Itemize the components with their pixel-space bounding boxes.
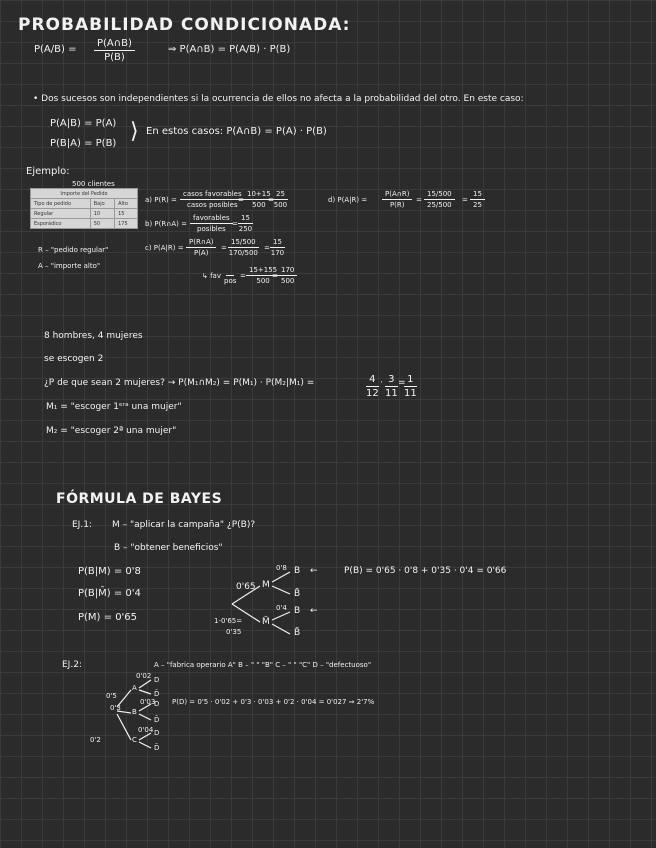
part-c-eq-2: = [264, 244, 270, 252]
brace-icon: ⟩ [130, 119, 139, 144]
table-row: Tipo de pedido Bajo Alto [31, 199, 138, 209]
part-c-frac-2: $\frac{15/500}{170/500}$ [228, 238, 258, 257]
part-c2-label: ↳ fav [202, 272, 221, 280]
formula-rhs: ⇒ P(A∩B) = P(A/B) · P(B) [168, 44, 291, 55]
part-d-eq-2: = [462, 196, 468, 204]
tree-prob-065: 0'65 [236, 582, 256, 592]
ex2-line-1: 8 hombres, 4 mujeres [44, 331, 143, 341]
def-a: A – "importe alto" [38, 262, 101, 270]
tree-prob-08: 0'8 [276, 564, 287, 572]
tree2-node-dbar-2: D̄ [154, 716, 160, 724]
table-row: Regular 10 15 [31, 209, 138, 219]
tree2-prob-002: 0'02 [136, 672, 152, 680]
ex2-frac-1: $\frac{4}{12}$ [366, 374, 379, 399]
tree2-node-a: A [132, 684, 137, 692]
part-a-eq: = [238, 196, 244, 204]
ex2-m1: M₁ = "escoger 1ᵉʳᵃ una mujer" [46, 402, 182, 412]
part-a-frac-2: $\frac{10+15}{500}$ [244, 190, 274, 209]
part-b-eq: = [232, 220, 238, 228]
tree2-node-b: B [132, 708, 137, 716]
ej1-label: EJ.1: [72, 520, 92, 530]
table-caption: 500 clientes [72, 180, 115, 188]
indep-line-2: P(B|A) = P(B) [50, 138, 117, 149]
independence-note: • Dos sucesos son independientes si la ocurrencia de ellos no afecta a la probabilidad del otro. En este caso: [33, 94, 524, 104]
part-d-label: d) P(A|R) = [328, 196, 368, 204]
indep-conclusion: En estos casos: P(A∩B) = P(A) · P(B) [146, 126, 327, 137]
formula-numerator: P(A∩B) [94, 38, 135, 51]
tree2-prob-03: 0'3 [110, 704, 121, 712]
ex2-frac-2: $\frac{3}{11}$ [385, 374, 398, 399]
indep-line-1: P(A|B) = P(A) [50, 118, 117, 129]
ex2-dot: · [380, 378, 383, 388]
part-c-frac-3: $\frac{15}{170}$ [270, 238, 285, 257]
tree-arrow-2: ← [310, 606, 318, 616]
table-row: Esporádico 50 175 [31, 219, 138, 229]
part-c-eq: = [221, 244, 227, 252]
part-d-frac-3: $\frac{15}{25}$ [470, 190, 485, 209]
part-c2-eq-2: = [272, 272, 278, 280]
tree2-prob-05: 0'5 [106, 692, 117, 700]
tree-node-bbar-2: B̄ [294, 628, 301, 638]
part-c2-eq: = [240, 272, 246, 280]
tree-node-mbar: M̄ [262, 617, 270, 627]
formula-lhs: P(A/B) = [34, 44, 77, 55]
part-d-eq: = [416, 196, 422, 204]
part-c2-frac-1: pos [224, 266, 236, 285]
ex2-m2: M₂ = "escoger 2ª una mujer" [46, 426, 177, 436]
pd-result: P(D) = 0'5 · 0'02 + 0'3 · 0'03 + 0'2 · 0'04 = 0'027 ⇒ 2'7% [172, 698, 375, 706]
tree-prob-1minus: 1-0'65= [214, 617, 243, 625]
tree2-node-dbar-1: D̄ [154, 690, 160, 698]
table-subcaption: Importe del Pedido [31, 189, 138, 199]
tree2-node-dbar-3: D̄ [154, 744, 160, 752]
ex2-frac-3: $\frac{1}{11}$ [404, 374, 417, 399]
pb-result: P(B) = 0'65 · 0'8 + 0'35 · 0'4 = 0'66 [344, 566, 507, 576]
tree-node-m: M [262, 580, 270, 590]
ej1-p1: P(B|M) = 0'8 [78, 566, 141, 577]
formula-denominator: P(B) [104, 52, 125, 63]
tree2-node-d-2: D [154, 700, 160, 708]
tree-arrow-1: ← [310, 566, 318, 576]
tree-prob-035: 0'35 [226, 628, 242, 636]
part-c-label: c) P(A|R) = [145, 244, 184, 252]
bayes-title: FÓRMULA DE BAYES [56, 491, 223, 507]
part-a-frac-3: $\frac{25}{500}$ [273, 190, 288, 209]
ej2-defs: A – "fabrica operario A" B – " " "B" C – " " "C" D – "defectuoso" [154, 661, 372, 669]
part-b-label: b) P(R∩A) = [145, 220, 187, 228]
part-a-eq-2: = [268, 196, 274, 204]
ej2-label: EJ.2: [62, 660, 82, 670]
tree2-prob-004: 0'04 [138, 726, 154, 734]
part-c-frac-1: $\frac{P(R\cap A)}{P(A)}$ [186, 238, 216, 257]
tree-node-b-1: B [294, 566, 301, 576]
ex2-line-2: se escogen 2 [44, 354, 104, 364]
ex2-eq: = [398, 378, 406, 388]
part-a-label: a) P(R) = [145, 196, 177, 204]
example-label: Ejemplo: [26, 166, 70, 177]
ej1-b: B – "obtener beneficios" [114, 543, 223, 553]
tree2-node-d-3: D [154, 729, 160, 737]
part-b-frac-1: favorables posibles [190, 214, 233, 233]
def-r: R – "pedido regular" [38, 246, 109, 254]
tree2-prob-003: 0'03 [140, 698, 156, 706]
part-c2-frac-2: $\frac{15+155}{500}$ [246, 266, 280, 285]
tree2-prob-02: 0'2 [90, 736, 101, 744]
part-d-frac-1: $\frac{P(A\cap R)}{P(R)}$ [382, 190, 412, 209]
part-d-frac-2: $\frac{15/500}{25/500}$ [424, 190, 455, 209]
tree2-node-d-1: D [154, 676, 160, 684]
part-c2-frac-3: $\frac{170}{500}$ [278, 266, 297, 285]
ej1-p2: P(B|M̄) = 0'4 [78, 588, 141, 599]
tree-prob-04: 0'4 [276, 604, 287, 612]
tree-node-b-2: B [294, 606, 301, 616]
part-b-frac-2: $\frac{15}{250}$ [238, 214, 253, 233]
ej1-m: M – "aplicar la campaña" ¿P(B)? [112, 520, 256, 530]
part-a-frac-1: casos favorables casos posibles [180, 190, 245, 209]
ej1-p3: P(M) = 0'65 [78, 612, 138, 623]
tree-node-bbar-1: B̄ [294, 589, 301, 599]
page-title: PROBABILIDAD CONDICIONADA: [18, 15, 351, 35]
tree2-node-c: C [132, 736, 137, 744]
ex2-question: ¿P de que sean 2 mujeres? → P(M₁∩M₂) = P(M₁) · P(M₂|M₁) = [44, 378, 315, 388]
